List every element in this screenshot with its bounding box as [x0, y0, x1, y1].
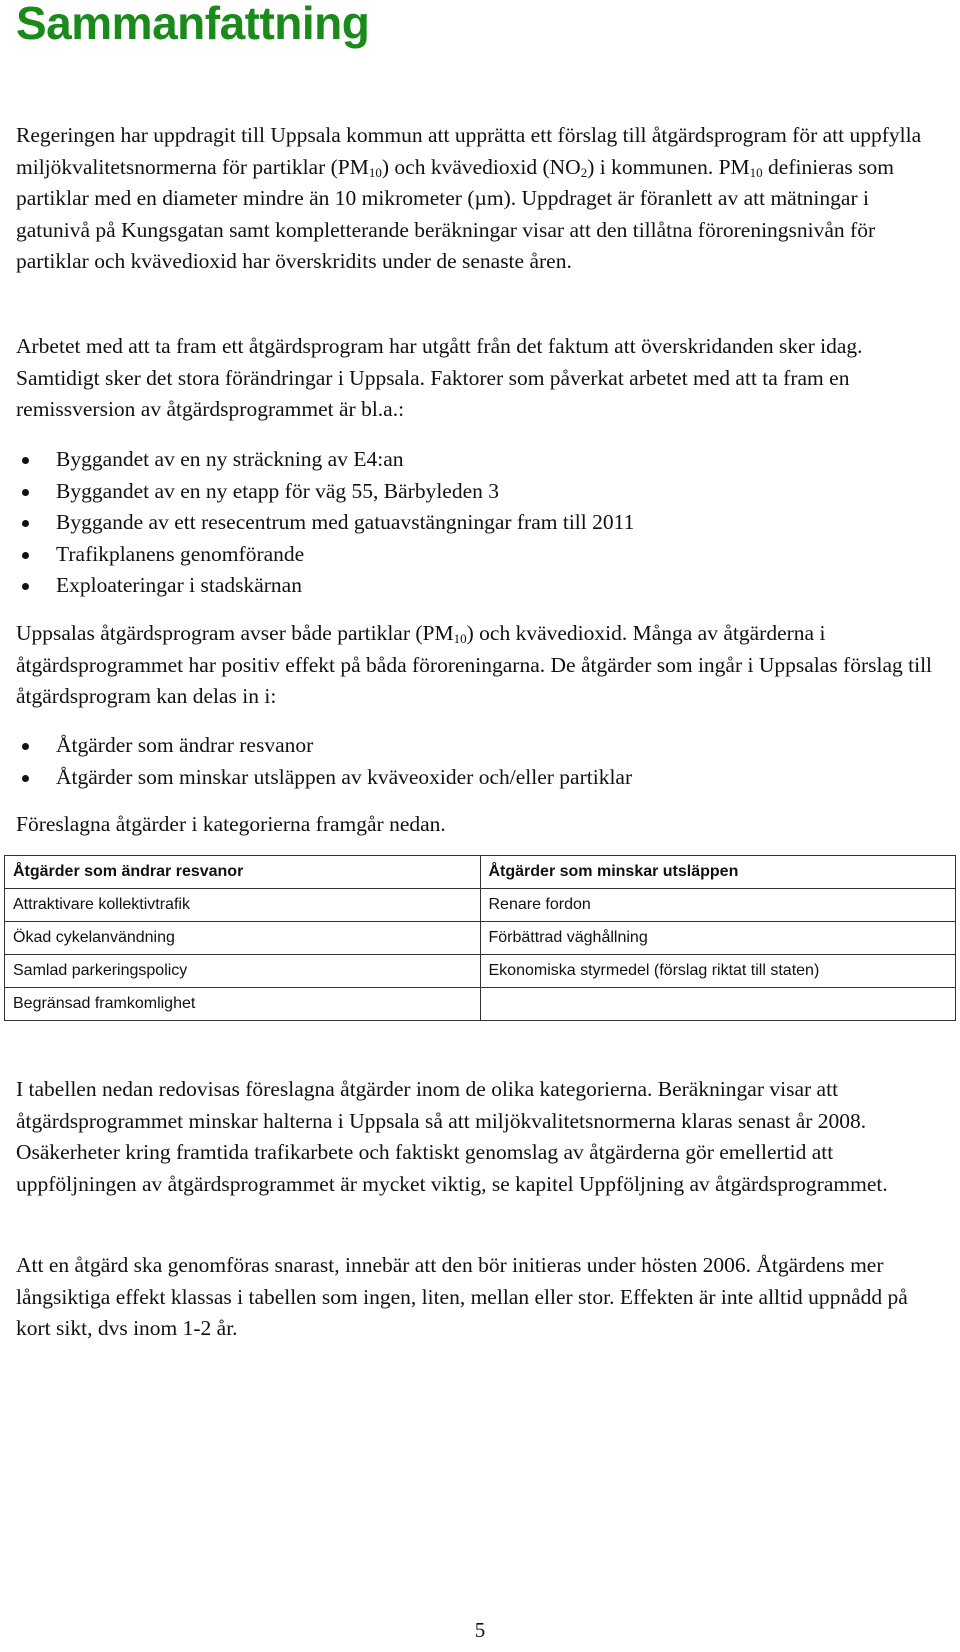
list-item: Trafikplanens genomförande — [16, 539, 634, 571]
table-row — [5, 988, 956, 1021]
factors-list — [16, 444, 634, 602]
table-cell: Begränsad framkomlighet — [5, 988, 481, 1021]
table-row — [5, 889, 956, 922]
list-item: Byggandet av en ny etapp för väg 55, Bärbyleden 3 — [16, 476, 634, 508]
page-title: Sammanfattning — [16, 0, 370, 49]
table-intro: Föreslagna åtgärder i kategorierna framgår nedan. — [16, 812, 446, 836]
results-paragraph: I tabellen nedan redovisas föreslagna åtgärder inom de olika kategorierna. Beräkningar visar att åtgärdsprogrammet minskar halterna i Uppsala så att miljökvalitetsnormerna klaras senast år 2008. Osäkerheter kring framtida trafikarbete och faktiskt genomslag av åtgärderna gör emellertid att uppföljningen av åtgärdsprogrammet är mycket viktig, se kapitel Uppföljning av åtgärdsprogrammet. — [16, 1077, 888, 1196]
list-item: Exploateringar i stadskärnan — [16, 570, 634, 602]
work-paragraph: Arbetet med att ta fram ett åtgärdsprogram har utgått från det faktum att överskridanden sker idag. Samtidigt sker det stora förändringar i Uppsala. Faktorer som påverkat arbetet med att ta fram en remissversion av åtgärdsprogrammet är bl.a.: — [16, 334, 863, 421]
table-cell: Ökad cykelanvändning — [5, 922, 481, 955]
page-number: 5 — [474, 1618, 486, 1642]
table-header-row — [5, 856, 956, 889]
list-item: Byggandet av en ny sträckning av E4:an — [16, 444, 634, 476]
timing-paragraph: Att en åtgärd ska genomföras snarast, innebär att den bör initieras under hösten 2006. Åtgärdens mer långsiktiga effekt klassas i tabellen som ingen, liten, mellan eller stor. Effekten är inte alltid uppnådd på kort sikt, dvs inom 1-2 år. — [16, 1253, 908, 1340]
intro-paragraph: Regeringen har uppdragit till Uppsala kommun att upprätta ett förslag till åtgärdsprogram för att uppfylla miljökvalitetsnormerna för partiklar $(PM_{10})$ och kvävedioxid $(NO_2)$ i kommunen. $PM_{10}$ definieras som partiklar med en diameter mindre än 10 mikrometer (µm). Uppdraget är föranlett av att mätningar i gatunivå på Kungsgatan samt kompletterande beräkningar visar att den tillåtna föroreningsnivån för partiklar och kvävedioxid har överskridits under de senaste åren. — [16, 123, 922, 273]
list-item: Åtgärder som minskar utsläppen av kväveoxider och/eller partiklar — [16, 762, 632, 794]
measures-table — [4, 855, 956, 1021]
table-cell: Förbättrad väghållning — [480, 922, 956, 955]
table-cell: Samlad parkeringspolicy — [5, 955, 481, 988]
categories-list — [16, 730, 632, 793]
table-row — [5, 922, 956, 955]
table-cell: Renare fordon — [480, 889, 956, 922]
table-cell: Attraktivare kollektivtrafik — [5, 889, 481, 922]
list-item: Åtgärder som ändrar resvanor — [16, 730, 632, 762]
scope-paragraph: Uppsalas åtgärdsprogram avser både partiklar $(PM_{10})$ och kvävedioxid. Många av åtgärderna i åtgärdsprogrammet har positiv effekt på båda föroreningarna. De åtgärder som ingår i Uppsalas förslag till åtgärdsprogram kan delas in i: — [16, 621, 933, 708]
table-header: Åtgärder som minskar utsläppen — [480, 856, 956, 889]
list-item: Byggande av ett resecentrum med gatuavstängningar fram till 2011 — [16, 507, 634, 539]
table-header: Åtgärder som ändrar resvanor — [5, 856, 481, 889]
table-row — [5, 955, 956, 988]
table-cell — [480, 988, 956, 1021]
table-cell: Ekonomiska styrmedel (förslag riktat till staten) — [480, 955, 956, 988]
